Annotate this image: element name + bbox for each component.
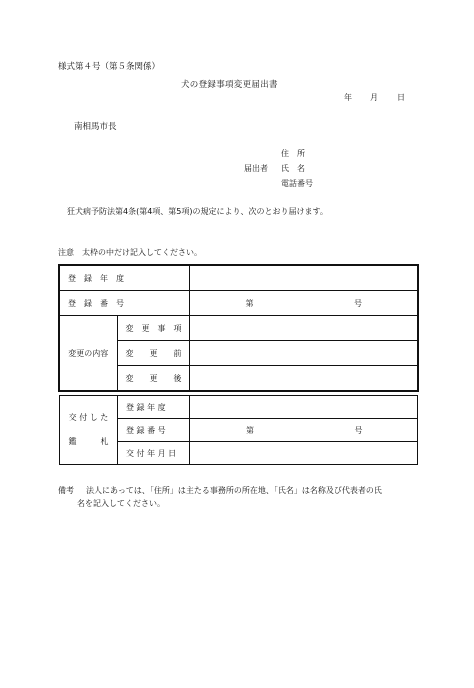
notifier-label: 届出者	[244, 164, 268, 173]
before-change-field[interactable]	[189, 341, 418, 366]
tag-registration-year-label: 登 録 年 度	[118, 396, 190, 419]
remarks-label: 備考	[58, 486, 74, 495]
registration-year-label: 登 録 年 度	[59, 265, 189, 291]
registration-year-field[interactable]	[189, 265, 418, 291]
form-title: 犬の登録事項変更届出書	[181, 80, 278, 90]
remarks-line-1: 法人にあっては、「住所」は主たる事務所の所在地、「氏名」は名称及び代表者の氏	[86, 486, 382, 495]
change-content-label: 変更の内容	[59, 316, 117, 392]
change-item-field[interactable]	[189, 316, 418, 341]
issued-tag-label-line1: 交 付 し た	[68, 413, 109, 422]
number-suffix: 号	[354, 298, 363, 308]
table-row	[59, 265, 418, 291]
issue-date-label: 交 付 年 月 日	[118, 442, 190, 465]
tag-number-prefix: 第	[246, 425, 254, 435]
addressee: 南相馬市長	[74, 122, 117, 132]
tag-registration-number-label: 登 録 番 号	[118, 419, 190, 442]
statement: 狂犬病予防法第4条(第4項、第5項)の規定により、次のとおり届けます。	[67, 207, 328, 216]
name-label: 氏 名	[281, 164, 305, 173]
fill-note: 注意 太枠の中だけ記入してください。	[58, 248, 202, 257]
address-label: 住 所	[281, 149, 305, 158]
change-details-table	[58, 264, 419, 392]
phone-label: 電話番号	[281, 179, 313, 188]
table-row	[60, 396, 418, 419]
issued-tag-table	[59, 395, 418, 465]
number-prefix: 第	[245, 298, 254, 308]
registration-number-label: 登 録 番 号	[59, 291, 189, 316]
change-item-label: 変 更 事 項	[117, 316, 189, 341]
tag-registration-year-field[interactable]	[190, 396, 418, 419]
table-row	[59, 291, 418, 316]
before-change-label: 変 更 前	[117, 341, 189, 366]
date-month-label: 月	[370, 93, 378, 102]
issue-date-field[interactable]	[190, 442, 418, 465]
date-year-label: 年	[344, 93, 352, 102]
tag-registration-number-field[interactable]	[190, 419, 418, 442]
tag-number-suffix: 号	[354, 425, 363, 435]
after-change-label: 変 更 後	[117, 366, 189, 392]
form-number: 様式第４号（第５条関係）	[58, 62, 161, 72]
after-change-field[interactable]	[189, 366, 418, 392]
remarks-line-2: 名を記入してください。	[77, 499, 165, 508]
registration-number-field[interactable]	[189, 291, 418, 316]
table-row	[59, 316, 418, 341]
issued-tag-label	[60, 396, 118, 465]
date-day-label: 日	[397, 93, 405, 102]
issued-tag-label-line2: 鑑 札	[68, 437, 109, 446]
